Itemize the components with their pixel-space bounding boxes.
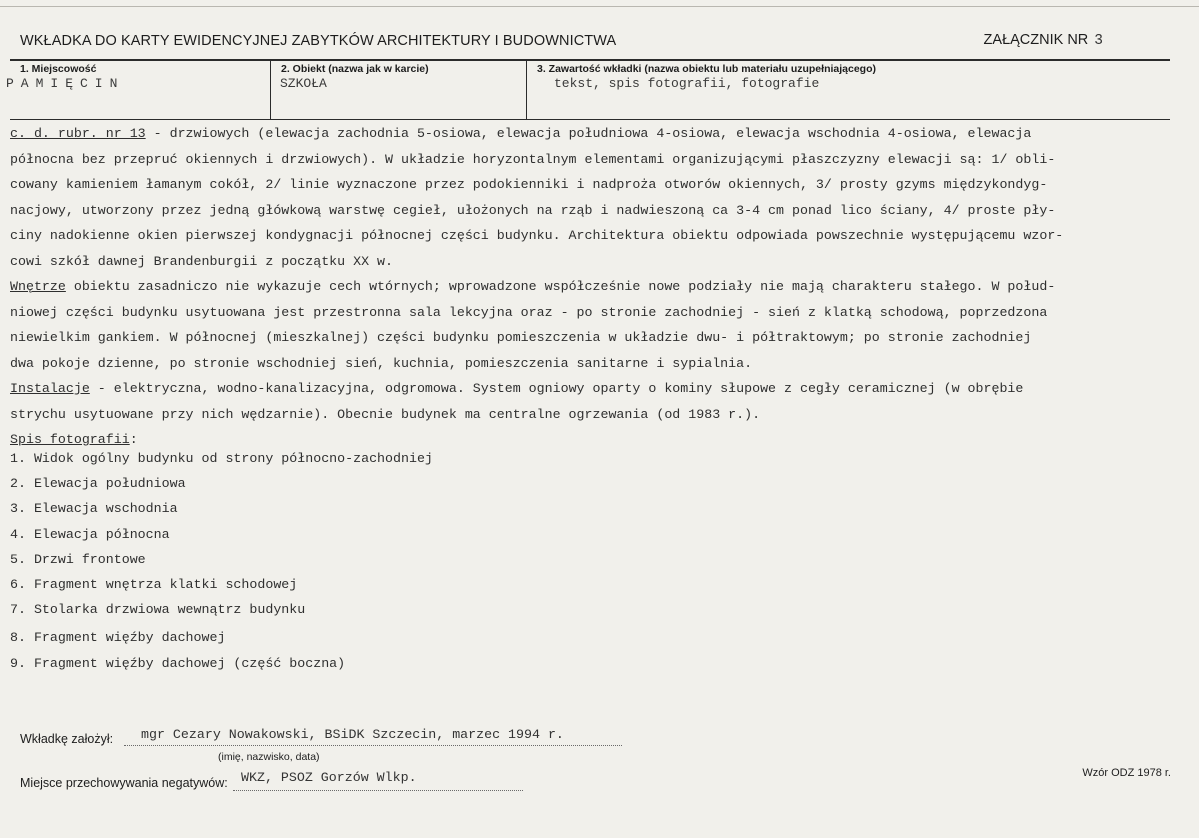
photo-list (10, 451, 433, 681)
text-line (10, 279, 1180, 305)
text-line (10, 126, 1180, 152)
photo-item: 9. Fragment więźby dachowej (część boczna) (10, 655, 346, 671)
field-label: 3. Zawartość wkładki (nazwa obiektu lub materiału uzupełniającego) (537, 63, 876, 75)
text-line: niowej części budynku usytuowana jest przestronna sala lekcyjna oraz - po stronie zachodniej - sień z klatką schodową, poprzedzona (10, 304, 1048, 320)
section-heading: Wnętrze (10, 279, 66, 294)
field-value: tekst, spis fotografii, fotografie (554, 76, 820, 91)
text-span: - elektryczna, wodno-kanalizacyjna, odgromowa. System ogniowy oparty o kominy słupowe z cegły ceramicznej (w obrębie (89, 381, 1024, 396)
author-hint: (imię, nazwisko, data) (218, 751, 320, 763)
photo-item: 8. Fragment więźby dachowej (10, 630, 226, 646)
text-line: północna bez przepruć okiennych i drzwiowych). W układzie horyzontalnym elementami organizującymi płaszczyzny elewacji są: 1/ obli- (10, 151, 1056, 167)
negatives-value: WKZ, PSOZ Gorzów Wlkp. (241, 770, 417, 785)
attachment-number (984, 32, 1103, 49)
author-dotted-line (124, 745, 622, 746)
photo-item: 4. Elewacja północna (10, 526, 170, 542)
text-span: - drzwiowych (elewacja zachodnia 5-osiowa, elewacja południowa 4-osiowa, elewacja wschodnia 4-osiowa, elewacja (145, 126, 1032, 141)
text-span: obiektu zasadniczo nie wykazuje cech wtórnych; wprowadzone współcześnie nowe podziały nie mają charakteru stałego. W połud- (65, 279, 1056, 294)
author-label: Wkładkę założył: (20, 732, 114, 746)
section-heading: Instalacje (10, 381, 90, 396)
card-title: WKŁADKA DO KARTY EWIDENCYJNEJ ZABYTKÓW ARCHITEKTURY I BUDOWNICTWA (20, 33, 617, 49)
photo-item: 5. Drzwi frontowe (10, 551, 146, 567)
text-line: nacjowy, utworzony przez jedną główkową warstwę cegieł, ułożonych na rząb i nadwieszoną ca 3-4 cm ponad lico ściany, 4/ proste pły- (10, 202, 1056, 218)
field-label: 1. Miejscowość (20, 63, 97, 75)
top-edge-line (0, 6, 1199, 7)
description-text (10, 126, 1180, 458)
field-label: 2. Obiekt (nazwa jak w karcie) (281, 63, 429, 75)
section-ref: c. d. rubr. nr 13 (10, 126, 146, 141)
field-value: PAMIĘCIN (6, 76, 125, 91)
attachment-value: 3 (1094, 33, 1103, 49)
photo-item: 1. Widok ogólny budynku od strony północno-zachodniej (10, 451, 433, 466)
text-line: ciny nadokienne okien pierwszej kondygnacji północnej części budynku. Architektura obiektu odpowiada powszechnie występującemu wzor- (10, 228, 1064, 243)
field-locality (6, 61, 270, 119)
photo-item: 6. Fragment wnętrza klatki schodowej (10, 576, 298, 592)
form-pattern: Wzór ODZ 1978 r. (1082, 767, 1171, 779)
negatives-label: Miejsce przechowywania negatywów: (20, 776, 228, 790)
text-line: dwa pokoje dzienne, po stronie wschodniej sień, kuchnia, pomieszczenia sanitarne i sypialnia. (10, 355, 753, 371)
photo-item: 3. Elewacja wschodnia (10, 501, 178, 517)
text-line: cowi szkół dawnej Brandenburgii z początku XX w. (10, 253, 394, 269)
author-value: mgr Cezary Nowakowski, BSiDK Szczecin, marzec 1994 r. (141, 727, 564, 742)
photo-item: 2. Elewacja południowa (10, 476, 186, 492)
section-heading: Spis fotografii (10, 432, 130, 447)
text-line: cowany kamieniem łamanym cokół, 2/ linie wyznaczone przez podokienniki i nadproża otworów okiennych, 3/ prosty gzyms międzykondyg- (10, 177, 1048, 192)
text-line: niewielkim gankiem. W północnej (mieszkalnej) części budynku pomieszczenia w układzie dwu- i półtraktowym; po stronie zachodniej (10, 330, 1032, 345)
negatives-dotted-line (233, 790, 523, 791)
field-object (270, 61, 527, 119)
field-content (526, 61, 1171, 119)
text-span: : (129, 432, 138, 447)
attachment-label: ZAŁĄCZNIK NR (983, 32, 1089, 48)
field-value: SZKOŁA (280, 76, 327, 91)
photo-item: 7. Stolarka drzwiowa wewnątrz budynku (10, 602, 306, 618)
text-line: strychu usytuowane przy nich wędzarnie). Obecnie budynek ma centralne ogrzewania (od 1983 r.). (10, 406, 761, 422)
header-fields (6, 61, 1170, 120)
text-line (10, 381, 1180, 407)
